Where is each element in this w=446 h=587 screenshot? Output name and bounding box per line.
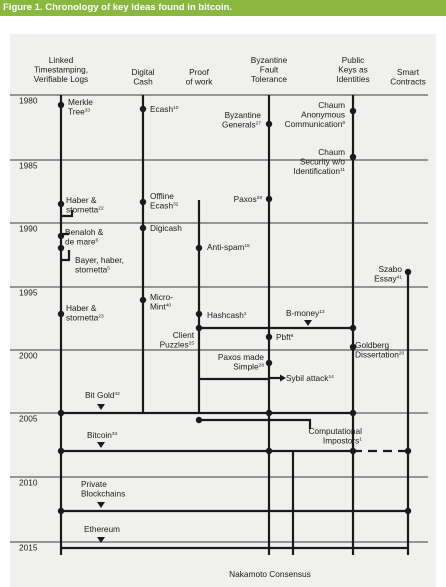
dot-micromint — [140, 297, 146, 303]
event-label-byzantine-generals: Byzantine Generals$^{27}$ — [221, 110, 261, 130]
dot-hashcash — [196, 311, 202, 317]
dot-antispam — [196, 245, 202, 251]
dot-merkle — [58, 102, 64, 108]
dot-bft-2005 — [266, 410, 272, 416]
event-label-micro-mint: Micro-Mint$^{40}$ — [150, 292, 174, 312]
figure-title: Figure 1. Chronology of key ideas found in bitcoin. — [3, 2, 233, 13]
dot-private-r — [405, 508, 411, 514]
dot-offline — [140, 199, 146, 205]
arrow-bitcoin — [97, 442, 105, 448]
year-label-2000: 2000 — [19, 350, 38, 361]
year-label-1980: 1980 — [19, 95, 38, 106]
event-label-b-money: B-money$^{13}$ — [286, 308, 325, 318]
dot-digicash — [140, 225, 146, 231]
event-label-merkle-tree: Merkle Tree$^{33}$ — [68, 97, 93, 117]
dot-private-l — [58, 508, 64, 514]
dot-haber1 — [58, 201, 64, 207]
event-label-chaum-security-w-o-identification: Chaum Security w/o Identification$^{11}$ — [293, 147, 345, 177]
dot-haber2 — [58, 311, 64, 317]
event-label-paxos: Paxos$^{28}$ — [233, 194, 262, 204]
dot-bmoney — [350, 325, 356, 331]
arrow-bitgold — [97, 404, 105, 410]
event-label-ecash: Ecash$^{10}$ — [150, 104, 179, 114]
event-label-pbft: Pbft$^8$ — [276, 332, 294, 342]
dot-benaloh — [58, 233, 64, 239]
event-label-chaum-anonymous-communication: Chaum Anonymous Communication$^8$ — [284, 100, 345, 130]
year-labels — [19, 96, 38, 553]
nakamoto-consensus-label: Nakamoto Consensus — [229, 569, 311, 579]
column-header-cash: Digital Cash — [131, 67, 155, 87]
event-label-ethereum: Ethereum — [84, 524, 120, 534]
year-label-1995: 1995 — [19, 287, 38, 298]
event-label-computational-impostors: Computational Impostors$^1$ — [308, 426, 362, 446]
event-label-sybil-attack: Sybil attack$^{14}$ — [286, 373, 334, 383]
event-label-anti-spam: Anti-spam$^{15}$ — [207, 242, 250, 252]
year-label-2005: 2005 — [19, 413, 38, 424]
column-header-smart: Smart Contracts — [390, 67, 426, 87]
event-label-bitcoin: Bitcoin$^{34}$ — [87, 430, 118, 440]
event-label-hashcash: Hashcash$^2$ — [207, 310, 247, 320]
dot-bitgold — [58, 410, 64, 416]
year-label-1985: 1985 — [19, 160, 38, 171]
column-header-pow: Proof of work — [185, 67, 213, 87]
bracket-bayer — [61, 250, 69, 260]
arrow-bmoney — [304, 320, 312, 326]
column-headers — [34, 55, 426, 87]
dot-bft-bitcoin — [266, 448, 272, 454]
dot-pbft — [266, 334, 272, 340]
event-label-private-blockchains: Private Blockchains — [81, 479, 126, 499]
dot-chaum-anon — [350, 108, 356, 114]
event-label-benaloh-de-mare: Benaloh & de mare$^6$ — [65, 227, 104, 247]
year-label-2015: 2015 — [19, 542, 38, 553]
conn-comp-impostors — [199, 420, 310, 429]
dot-byz-generals — [266, 121, 272, 127]
dot-bayer — [58, 245, 64, 251]
event-label-haber-stornetta: Haber & stornetta$^{22}$ — [66, 195, 104, 215]
dot-smart-2005 — [405, 448, 411, 454]
event-label-bit-gold: Bit Gold$^{42}$ — [85, 390, 120, 400]
column-timelines — [61, 95, 408, 555]
event-label-paxos-made-simple: Paxos made Simple$^{28}$ — [217, 352, 264, 372]
event-label-digicash: Digicash — [150, 223, 182, 233]
year-label-1990: 1990 — [19, 223, 38, 234]
column-header-bft: Byzantine Fault Tolerance — [250, 55, 288, 85]
dot-ecash — [140, 106, 146, 112]
dot-pub-bitcoin — [350, 448, 356, 454]
event-label-client-puzzles: Client Puzzles$^{25}$ — [159, 330, 194, 350]
column-header-pubkeys: Public Keys as Identities — [336, 55, 370, 85]
dot-bitcoin — [58, 448, 64, 454]
event-label-goldberg-dissertation: Goldberg Dissertation$^{20}$ — [355, 340, 405, 360]
event-label-szabo-essay: Szabo Essay$^{41}$ — [374, 264, 402, 284]
dot-chaum-sec — [350, 154, 356, 160]
event-label-haber-stornetta: Haber & stornetta$^{23}$ — [66, 303, 104, 323]
event-label-bayer-haber-stornetta: Bayer, haber, stornetta$^5$ — [75, 255, 124, 275]
event-label-offline-ecash: Offline Ecash$^{32}$ — [150, 191, 179, 211]
dot-clientpuzzles — [196, 325, 202, 331]
dot-paxos — [266, 196, 272, 202]
dot-paxos-simple — [266, 360, 272, 366]
year-label-2010: 2010 — [19, 477, 38, 488]
arrow-private — [97, 502, 105, 508]
column-header-timestamp: Linked Timestamping, Verifiable Logs — [33, 55, 89, 85]
dot-comp — [196, 417, 202, 423]
dot-szabo — [405, 269, 411, 275]
dot-pub-2005 — [350, 410, 356, 416]
